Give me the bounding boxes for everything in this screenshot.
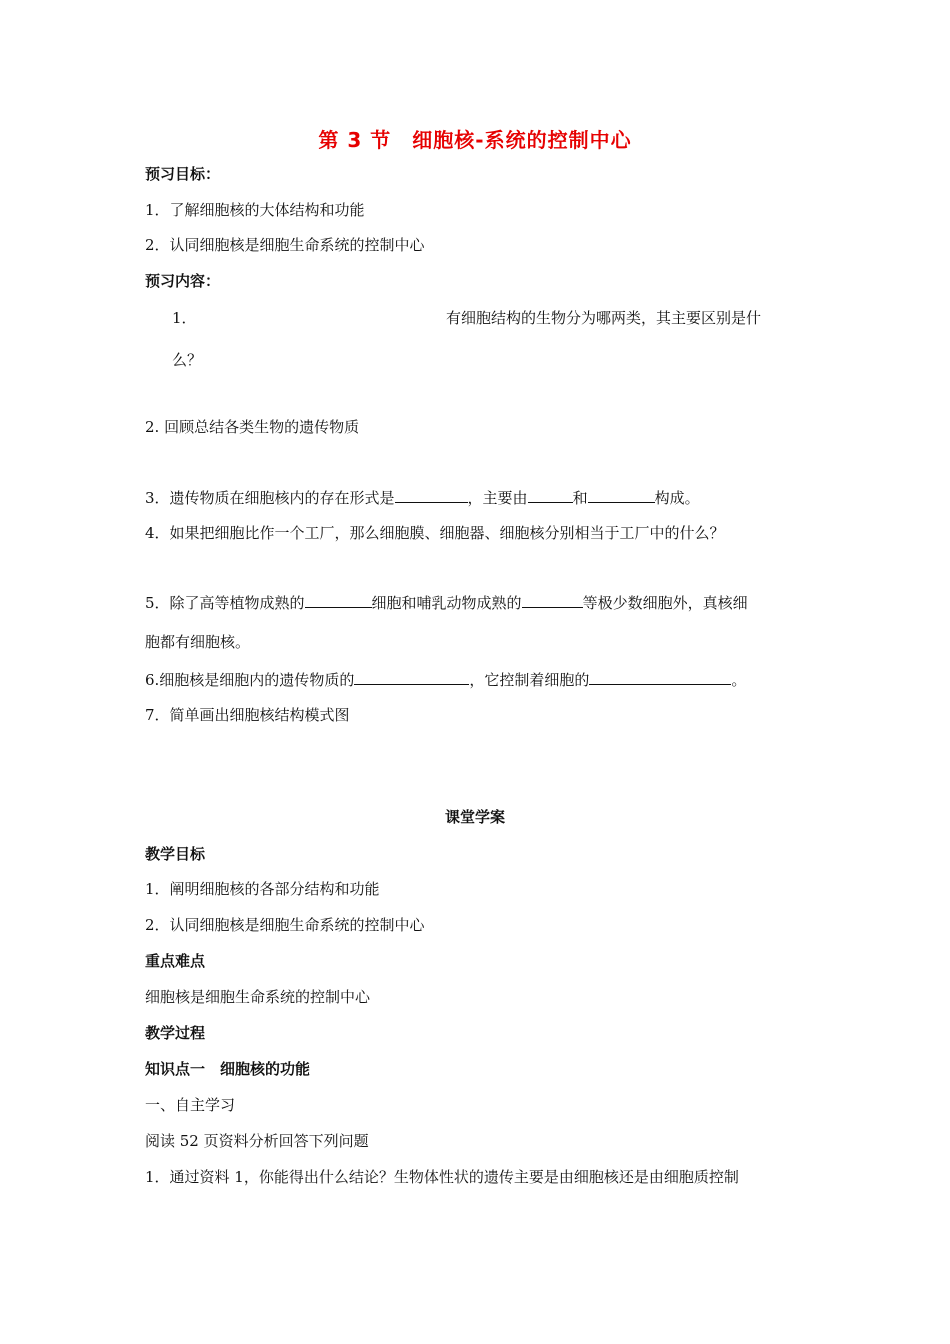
classroom-heading: 课堂学案: [444, 808, 505, 826]
answer-blank: [589, 669, 731, 685]
question-1-text: 有细胞结构的生物分为哪两类，其主要区别是什: [446, 309, 762, 327]
knowledge-point-1-heading: 知识点一 细胞核的功能: [145, 1060, 311, 1078]
question-6-part-b: ，它控制着细胞的: [469, 671, 590, 689]
question-4: 4．如果把细胞比作一个工厂，那么细胞膜、细胞器、细胞核分别相当于工厂中的什么？: [145, 524, 725, 542]
teaching-goals-heading: 教学目标: [145, 845, 206, 863]
reading-instruction: 阅读 52 页资料分析回答下列问题: [145, 1132, 369, 1150]
question-5-part-c: 等极少数细胞外，真核细: [582, 594, 748, 612]
question-3-part-c: 和: [572, 489, 588, 507]
answer-blank: [305, 592, 372, 608]
preview-goals-heading: 预习目标：: [145, 165, 221, 183]
classroom-question-1: 1．通过资料 1，你能得出什么结论？生物体性状的遗传主要是由细胞核还是由细胞质控制: [145, 1168, 739, 1186]
answer-blank: [528, 487, 573, 503]
question-3-part-a: 3．遗传物质在细胞核内的存在形式是: [145, 489, 395, 507]
preview-content-heading: 预习内容：: [145, 272, 221, 290]
process-heading: 教学过程: [145, 1024, 206, 1042]
question-3-part-d: 构成。: [654, 489, 700, 507]
question-3: [145, 487, 700, 508]
key-points-text: 细胞核是细胞生命系统的控制中心: [145, 988, 371, 1006]
key-points-heading: 重点难点: [145, 952, 206, 970]
question-1-continued: 么？: [172, 351, 203, 369]
question-7: 7．简单画出细胞核结构模式图: [145, 706, 350, 724]
answer-blank: [354, 669, 469, 685]
page-title: 第 3 节 细胞核-系统的控制中心: [318, 128, 632, 152]
question-5-part-b: 细胞和哺乳动物成熟的: [371, 594, 522, 612]
question-3-part-b: ，主要由: [467, 489, 528, 507]
self-study-heading: 一、自主学习: [145, 1096, 236, 1114]
teaching-goal-2: 2．认同细胞核是细胞生命系统的控制中心: [145, 916, 425, 934]
teaching-goal-1: 1．阐明细胞核的各部分结构和功能: [145, 880, 380, 898]
question-2: 2. 回顾总结各类生物的遗传物质: [145, 418, 360, 436]
question-6-part-c: 。: [731, 671, 747, 689]
question-5: [145, 592, 748, 613]
answer-blank: [522, 592, 583, 608]
question-6-part-a: 6.细胞核是细胞内的遗传物质的: [145, 671, 355, 689]
preview-goal-1: 1．了解细胞核的大体结构和功能: [145, 201, 365, 219]
answer-blank: [588, 487, 655, 503]
preview-goal-2: 2．认同细胞核是细胞生命系统的控制中心: [145, 236, 425, 254]
answer-blank: [395, 487, 468, 503]
question-5-part-a: 5．除了高等植物成熟的: [145, 594, 305, 612]
question-1-number: 1．: [172, 309, 197, 327]
question-6: [145, 669, 746, 690]
question-5-continued: 胞都有细胞核。: [145, 633, 251, 651]
